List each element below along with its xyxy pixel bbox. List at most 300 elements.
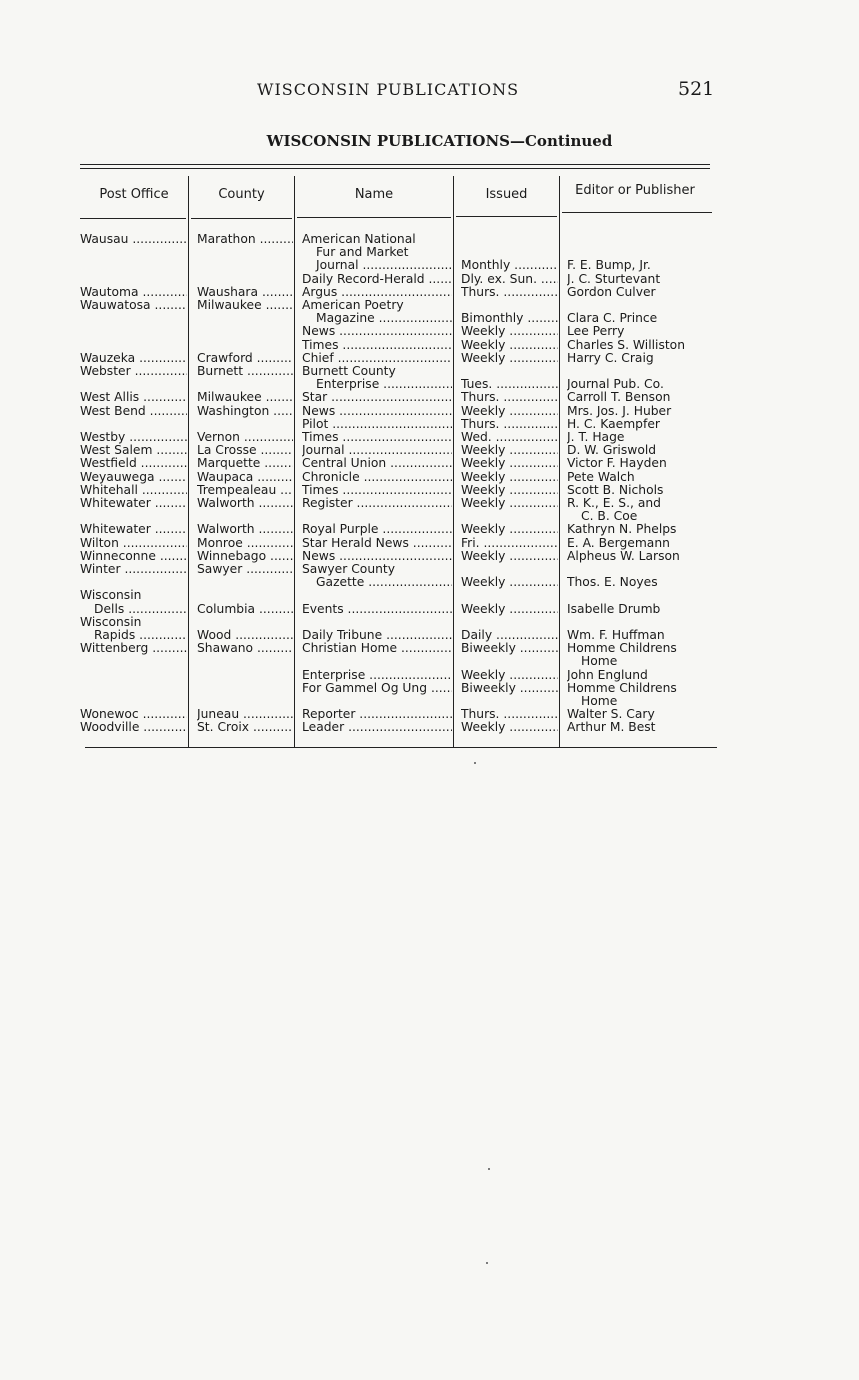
cell-name-text: Times ..... [302, 484, 452, 497]
cell-post-office-text: West Bend ..... [80, 405, 187, 418]
cell-post-office [80, 471, 187, 484]
cell-issued-text: Weekly ..... [461, 550, 558, 563]
cell-issued-text: Thurs. ..... [461, 391, 558, 404]
cell-editor-text: Home [581, 655, 618, 669]
cell-issued [461, 629, 558, 642]
cell-name-text: Pilot ..... [302, 418, 452, 431]
table-row [0, 576, 859, 589]
cell-editor-text: Arthur M. Best [567, 721, 656, 735]
cell-editor [567, 603, 727, 616]
cell-issued-text: Thurs. ..... [461, 286, 558, 299]
cell-issued-text: Weekly ..... [461, 576, 558, 589]
cell-name-text: Times ..... [302, 431, 452, 444]
cell-post-office-text: Winter ..... [80, 563, 187, 576]
cell-issued-text: Thurs. ..... [461, 418, 558, 431]
cell-editor [567, 405, 727, 418]
table-row [0, 259, 859, 272]
cell-editor-text: Alpheus W. Larson [567, 549, 680, 563]
cell-post-office [80, 563, 187, 576]
cell-editor [567, 378, 727, 391]
cell-editor [567, 523, 727, 536]
cell-issued-text: Weekly ..... [461, 669, 558, 682]
cell-county [197, 484, 293, 497]
table-bottom-rule [85, 747, 717, 748]
table-row [0, 325, 859, 338]
cell-editor-text: Pete Walch [567, 470, 635, 484]
cell-county [197, 299, 293, 312]
scan-speck [486, 1262, 488, 1264]
cell-county [197, 391, 293, 404]
cell-name-text: Times ..... [302, 339, 452, 352]
cell-name-text: News ..... [302, 405, 452, 418]
cell-name-text: Register ..... [302, 497, 452, 510]
cell-post-office-text: Wauzeka ..... [80, 352, 187, 365]
cell-issued-text: Weekly ..... [461, 721, 558, 734]
table-row [0, 721, 859, 734]
table-row [0, 589, 859, 602]
scan-speck [488, 1168, 490, 1170]
cell-editor [567, 286, 727, 299]
header-rule [562, 212, 712, 213]
cell-name-text: For Gammel Og Ung ..... [302, 682, 452, 695]
table-row [0, 497, 859, 510]
table-row [0, 642, 859, 655]
cell-editor [567, 669, 727, 682]
cell-post-office [80, 721, 187, 734]
table-row [0, 299, 859, 312]
table-row [0, 510, 859, 523]
cell-county [197, 629, 293, 642]
cell-issued [461, 550, 558, 563]
cell-issued [461, 325, 558, 338]
cell-editor [567, 457, 727, 470]
cell-post-office [80, 537, 187, 550]
cell-name-text: Chronicle ..... [302, 471, 452, 484]
cell-post-office-text: Whitewater ..... [80, 497, 187, 510]
cell-name [302, 391, 452, 404]
cell-issued-text: Wed. ..... [461, 431, 558, 444]
cell-name-text: Christian Home ..... [302, 642, 452, 655]
cell-county [197, 286, 293, 299]
cell-editor [567, 655, 727, 668]
cell-name-text: Reporter ..... [302, 708, 452, 721]
cell-editor-text: Kathryn N. Phelps [567, 523, 677, 537]
cell-name-text: Daily Record-Herald ..... [302, 273, 452, 286]
cell-issued [461, 339, 558, 352]
cell-editor [567, 325, 727, 338]
column-header-issued: Issued [485, 186, 528, 202]
cell-name-text: Journal ..... [302, 444, 452, 457]
cell-name [302, 642, 452, 655]
cell-editor-text: Harry C. Craig [567, 351, 654, 365]
cell-name [302, 431, 452, 444]
cell-name-text: Sawyer County [302, 563, 396, 576]
header-rule [80, 218, 186, 219]
cell-editor [567, 642, 727, 655]
cell-name [302, 682, 452, 695]
cell-issued-text: Daily ..... [461, 629, 558, 642]
cell-name-text: Journal ..... [302, 259, 452, 272]
running-head-title: WISCONSIN PUBLICATIONS [257, 80, 520, 99]
cell-issued-text: Weekly ..... [461, 471, 558, 484]
cell-county-text: Marquette ..... [197, 457, 293, 470]
cell-issued [461, 576, 558, 589]
table-row [0, 418, 859, 431]
cell-county-text: Trempealeau ..... [197, 484, 293, 497]
cell-issued-text: Weekly ..... [461, 444, 558, 457]
cell-issued [461, 471, 558, 484]
cell-post-office [80, 352, 187, 365]
table-row [0, 616, 859, 629]
cell-name-text: Magazine ..... [302, 312, 452, 325]
cell-county-text: Monroe ..... [197, 537, 293, 550]
cell-post-office-text: Whitehall ..... [80, 484, 187, 497]
cell-issued [461, 431, 558, 444]
cell-post-office [80, 444, 187, 457]
cell-county [197, 642, 293, 655]
cell-county [197, 721, 293, 734]
cell-county [197, 550, 293, 563]
cell-name [302, 708, 452, 721]
cell-name-text: American National [302, 233, 416, 246]
cell-editor-text: Gordon Culver [567, 285, 656, 299]
header-rule [191, 218, 292, 219]
cell-issued [461, 669, 558, 682]
cell-name [302, 273, 452, 286]
cell-issued-text: Biweekly ..... [461, 682, 558, 695]
cell-name [302, 299, 452, 312]
cell-name [302, 246, 452, 259]
cell-editor-text: Carroll T. Benson [567, 391, 671, 405]
cell-issued-text: Thurs. ..... [461, 708, 558, 721]
cell-editor-text: Clara C. Prince [567, 312, 658, 326]
column-header-editor: Editor or Publisher [575, 182, 695, 198]
column-header-post-office: Post Office [99, 186, 169, 202]
cell-name-text: Central Union ..... [302, 457, 452, 470]
cell-name-text: Star Herald News ..... [302, 537, 452, 550]
cell-county [197, 708, 293, 721]
cell-name [302, 523, 452, 536]
cell-post-office [80, 550, 187, 563]
page-number: 521 [678, 78, 715, 100]
cell-post-office [80, 589, 187, 602]
cell-name [302, 669, 452, 682]
table-row [0, 233, 859, 246]
cell-post-office-text: Wisconsin [80, 615, 142, 629]
cell-post-office-text: Westby ..... [80, 431, 187, 444]
table-row [0, 708, 859, 721]
cell-name [302, 563, 452, 576]
cell-name-text: Chief ..... [302, 352, 452, 365]
cell-post-office-text: Wauwatosa ..... [80, 299, 187, 312]
cell-editor [567, 273, 727, 286]
table-row [0, 695, 859, 708]
cell-editor-text: Isabelle Drumb [567, 602, 661, 616]
cell-issued-text: Weekly ..... [461, 457, 558, 470]
cell-editor [567, 444, 727, 457]
cell-issued [461, 537, 558, 550]
cell-issued [461, 497, 558, 510]
cell-county [197, 523, 293, 536]
cell-post-office-text: Wausau ..... [80, 233, 187, 246]
cell-post-office-text: Whitewater ..... [80, 523, 187, 536]
cell-county [197, 431, 293, 444]
cell-county-text: Winnebago ..... [197, 550, 293, 563]
cell-editor-text: Victor F. Hayden [567, 457, 667, 471]
cell-issued-text: Weekly ..... [461, 603, 558, 616]
table-row [0, 352, 859, 365]
cell-county [197, 497, 293, 510]
cell-name-text: Star ..... [302, 391, 452, 404]
cell-editor-text: D. W. Griswold [567, 444, 657, 458]
cell-editor [567, 537, 727, 550]
cell-issued-text: Biweekly ..... [461, 642, 558, 655]
cell-post-office [80, 233, 187, 246]
cell-name [302, 471, 452, 484]
cell-editor-text: Charles S. Williston [567, 338, 685, 352]
cell-name [302, 325, 452, 338]
cell-editor-text: J. C. Sturtevant [567, 272, 661, 286]
cell-issued-text: Weekly ..... [461, 339, 558, 352]
cell-post-office [80, 405, 187, 418]
cell-name-text: Royal Purple ..... [302, 523, 452, 536]
cell-editor [567, 312, 727, 325]
cell-name [302, 312, 452, 325]
cell-name [302, 629, 452, 642]
cell-editor [567, 629, 727, 642]
cell-name [302, 576, 452, 589]
cell-editor [567, 721, 727, 734]
table-row [0, 484, 859, 497]
cell-editor [567, 484, 727, 497]
cell-name [302, 233, 452, 246]
cell-editor [567, 682, 727, 695]
cell-county-text: Juneau ..... [197, 708, 293, 721]
header-rule [456, 216, 557, 217]
cell-issued-text: Weekly ..... [461, 325, 558, 338]
cell-post-office [80, 365, 187, 378]
cell-county [197, 405, 293, 418]
cell-name [302, 457, 452, 470]
cell-editor-text: Walter S. Cary [567, 708, 655, 722]
table-row [0, 391, 859, 404]
cell-post-office [80, 616, 187, 629]
cell-issued-text: Tues. ..... [461, 378, 558, 391]
cell-post-office [80, 642, 187, 655]
cell-county [197, 603, 293, 616]
cell-name [302, 352, 452, 365]
cell-editor [567, 576, 727, 589]
cell-county-text: Burnett ..... [197, 365, 293, 378]
cell-issued [461, 405, 558, 418]
table-top-rule-2 [80, 168, 710, 169]
cell-county-text: Milwaukee ..... [197, 391, 293, 404]
cell-post-office-text: Winneconne ..... [80, 550, 187, 563]
table-row [0, 563, 859, 576]
cell-editor-text: E. A. Bergemann [567, 536, 670, 550]
table-row [0, 550, 859, 563]
cell-editor [567, 418, 727, 431]
table-row [0, 629, 859, 642]
cell-name-text: American Poetry [302, 299, 404, 312]
cell-issued [461, 273, 558, 286]
cell-post-office-text: Wautoma ..... [80, 286, 187, 299]
cell-county-text: St. Croix ..... [197, 721, 293, 734]
cell-name-text: News ..... [302, 550, 452, 563]
cell-editor-text: C. B. Coe [581, 510, 638, 524]
cell-county-text: Walworth ..... [197, 497, 293, 510]
cell-post-office-text: Wilton ..... [80, 537, 187, 550]
cell-name [302, 286, 452, 299]
cell-name [302, 418, 452, 431]
cell-county-text: Washington ..... [197, 405, 293, 418]
table-row [0, 457, 859, 470]
table-row [0, 431, 859, 444]
cell-name-text: Enterprise ..... [302, 669, 452, 682]
cell-name-text: Leader ..... [302, 721, 452, 734]
cell-issued [461, 444, 558, 457]
cell-county-text: Waushara ..... [197, 286, 293, 299]
cell-issued-text: Weekly ..... [461, 497, 558, 510]
cell-name-text: Events ..... [302, 603, 452, 616]
cell-county [197, 233, 293, 246]
cell-county [197, 365, 293, 378]
cell-editor [567, 695, 727, 708]
table-row [0, 378, 859, 391]
cell-name [302, 537, 452, 550]
cell-county-text: Waupaca ..... [197, 471, 293, 484]
cell-post-office [80, 431, 187, 444]
table-row [0, 312, 859, 325]
cell-editor-text: John Englund [567, 668, 648, 682]
cell-editor [567, 497, 727, 510]
cell-post-office [80, 484, 187, 497]
cell-editor-text: Homme Childrens [567, 681, 677, 695]
cell-county-text: Vernon ..... [197, 431, 293, 444]
cell-post-office-text: West Salem ..... [80, 444, 187, 457]
table-row [0, 339, 859, 352]
cell-editor-text: Thos. E. Noyes [567, 576, 658, 590]
table-row [0, 365, 859, 378]
cell-county-text: Wood ..... [197, 629, 293, 642]
cell-county [197, 457, 293, 470]
cell-county-text: La Crosse ..... [197, 444, 293, 457]
cell-editor-text: F. E. Bump, Jr. [567, 259, 651, 273]
cell-name [302, 721, 452, 734]
cell-name-text: Daily Tribune ..... [302, 629, 452, 642]
cell-county-text: Marathon ..... [197, 233, 293, 246]
cell-editor [567, 471, 727, 484]
cell-post-office-text: Westfield ..... [80, 457, 187, 470]
table-row [0, 273, 859, 286]
cell-county [197, 537, 293, 550]
cell-issued [461, 391, 558, 404]
cell-name [302, 405, 452, 418]
cell-post-office-text: Rapids ..... [80, 629, 187, 642]
cell-county-text: Crawford ..... [197, 352, 293, 365]
table-row [0, 523, 859, 536]
cell-post-office-text: Wittenberg ..... [80, 642, 187, 655]
cell-issued [461, 457, 558, 470]
cell-name-text: Gazette ..... [302, 576, 452, 589]
cell-county [197, 444, 293, 457]
cell-name-text: Fur and Market [316, 246, 409, 260]
cell-editor [567, 339, 727, 352]
cell-issued [461, 484, 558, 497]
cell-name [302, 603, 452, 616]
cell-name-text: Enterprise ..... [302, 378, 452, 391]
cell-post-office-text: Wonewoc ..... [80, 708, 187, 721]
cell-editor-text: Mrs. Jos. J. Huber [567, 404, 672, 418]
column-header-name: Name [354, 186, 394, 202]
cell-issued [461, 603, 558, 616]
cell-issued-text: Weekly ..... [461, 484, 558, 497]
scan-speck [474, 762, 476, 764]
table-row [0, 471, 859, 484]
cell-editor-text: Scott B. Nichols [567, 483, 664, 497]
cell-name [302, 378, 452, 391]
cell-post-office [80, 497, 187, 510]
cell-issued [461, 721, 558, 734]
cell-issued [461, 708, 558, 721]
cell-post-office-text: Weyauwega ..... [80, 471, 187, 484]
table-row [0, 405, 859, 418]
column-header-county: County [218, 186, 265, 202]
table-row [0, 286, 859, 299]
cell-editor [567, 708, 727, 721]
cell-issued-text: Bimonthly ..... [461, 312, 558, 325]
table-title: WISCONSIN PUBLICATIONS—Continued [266, 132, 613, 150]
cell-issued [461, 682, 558, 695]
cell-post-office [80, 457, 187, 470]
cell-name-text: News ..... [302, 325, 452, 338]
cell-editor-text: Homme Childrens [567, 642, 677, 656]
cell-editor [567, 510, 727, 523]
cell-issued-text: Weekly ..... [461, 352, 558, 365]
cell-issued [461, 312, 558, 325]
table-row [0, 444, 859, 457]
cell-editor-text: H. C. Kaempfer [567, 417, 660, 431]
table-row [0, 669, 859, 682]
cell-county-text: Walworth ..... [197, 523, 293, 536]
cell-issued [461, 259, 558, 272]
cell-editor-text: Home [581, 695, 618, 708]
cell-issued [461, 286, 558, 299]
table-row [0, 246, 859, 259]
cell-county [197, 563, 293, 576]
cell-county-text: Columbia ..... [197, 603, 293, 616]
table-row [0, 682, 859, 695]
cell-post-office [80, 708, 187, 721]
cell-issued [461, 352, 558, 365]
cell-name-text: Burnett County [302, 365, 396, 378]
cell-post-office-text: Wisconsin [80, 589, 142, 603]
table-row [0, 603, 859, 616]
cell-county [197, 352, 293, 365]
cell-issued [461, 378, 558, 391]
cell-name [302, 484, 452, 497]
cell-post-office-text: Woodville ..... [80, 721, 187, 734]
cell-editor-text: Wm. F. Huffman [567, 629, 665, 642]
cell-issued-text: Monthly ..... [461, 259, 558, 272]
cell-post-office-text: Dells ..... [80, 603, 187, 616]
cell-name [302, 339, 452, 352]
table-row [0, 537, 859, 550]
cell-post-office [80, 629, 187, 642]
table-top-rule [80, 164, 710, 165]
cell-name [302, 444, 452, 457]
running-head [0, 78, 859, 102]
